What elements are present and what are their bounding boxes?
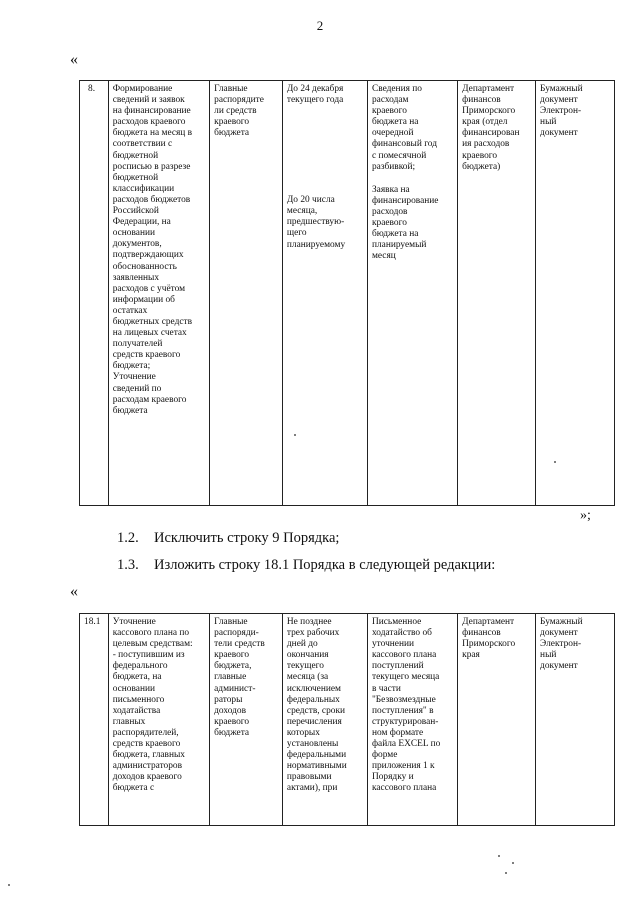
- cell-text-line: сведений по: [112, 383, 162, 394]
- cell-text-line: Электрон-: [540, 106, 582, 117]
- cell-text-line: края: [462, 650, 480, 661]
- cell-text-line: основании: [112, 683, 155, 694]
- cell-text-line: Электрон-: [540, 639, 582, 650]
- cell-row-number: [80, 614, 109, 826]
- cell-text-line: форме: [371, 750, 398, 761]
- cell-text-line: письменного: [112, 694, 165, 705]
- cell-text-line: главных: [112, 716, 146, 727]
- cell-text-line: главные: [214, 672, 247, 683]
- cell-text-line: трех рабочих: [286, 628, 340, 639]
- cell-text-line: исключением: [286, 683, 341, 694]
- cell-text-line: Бумажный: [540, 617, 583, 627]
- cell-text-line: планируемому: [286, 239, 346, 250]
- cell-participants: [210, 614, 283, 826]
- cell-text-line: бюджета на месяц в: [112, 128, 193, 139]
- scan-speck: [294, 434, 296, 436]
- cell-text-line: Главные: [214, 617, 248, 627]
- cell-text-line: федерального: [112, 661, 168, 672]
- cell-text-line: бюджета: [214, 128, 250, 139]
- cell-text-line: Сведения по: [371, 84, 422, 94]
- cell-text-line: краевого: [371, 218, 407, 229]
- item-number: 1.2.: [117, 530, 139, 546]
- cell-text-line: ном формате: [371, 727, 424, 738]
- cell-text-line: Департамент: [462, 84, 515, 94]
- cell-text-line: бюджета, главных: [112, 750, 185, 761]
- cell-text-line: Главные: [214, 84, 248, 94]
- list-item: [117, 530, 339, 547]
- cell-text-line: документ: [540, 128, 578, 139]
- cell-description: [108, 81, 209, 506]
- cell-text-line: дней до: [286, 639, 318, 650]
- cell-deadline: [282, 81, 367, 506]
- amendment-table-row-8: [79, 80, 615, 506]
- cell-text-line: в части: [371, 683, 401, 694]
- cell-text-line: документов,: [112, 239, 162, 250]
- cell-text-line: планируемый: [371, 240, 427, 251]
- opening-quote: «: [70, 583, 78, 600]
- cell-text-line: целевым средствам:: [112, 639, 193, 650]
- cell-text-line: Бумажный: [540, 84, 583, 94]
- cell-text-line: которых: [286, 727, 320, 738]
- cell-text-line: краевого: [462, 150, 498, 161]
- cell-text-line: ный: [540, 650, 557, 661]
- list-item: [117, 557, 495, 574]
- cell-text-line: До 20 числа: [286, 195, 335, 206]
- cell-text-line: установлены: [286, 739, 339, 750]
- cell-text-line: Федерации, на: [112, 217, 171, 228]
- cell-format: [536, 81, 615, 506]
- cell-text-line: ный: [540, 117, 557, 128]
- cell-text-line: доходов краевого: [112, 772, 182, 783]
- cell-text-line: расходам краевого: [112, 394, 187, 405]
- cell-text-line: средств краевого: [112, 350, 181, 361]
- cell-text-line: сведений и заявок: [112, 95, 185, 106]
- cell-text-line: Уточнение: [112, 617, 156, 627]
- cell-row-number: [80, 81, 109, 506]
- item-number: 1.3.: [117, 557, 139, 573]
- cell-text-line: месяца,: [286, 206, 318, 217]
- cell-text-line: финансирование: [371, 195, 439, 206]
- cell-text-line: актами), при: [286, 783, 338, 794]
- cell-text-line: бюджета, на: [112, 672, 162, 683]
- cell-deadline: [282, 614, 367, 826]
- scan-speck: [512, 862, 514, 864]
- cell-text-line: финансирован: [462, 128, 520, 139]
- cell-text-line: Письменное: [371, 617, 422, 627]
- cell-text-line: структурирован-: [371, 716, 439, 727]
- cell-recipient: [458, 81, 536, 506]
- cell-text-line: доходов: [214, 705, 246, 716]
- item-text: Изложить строку 18.1 Порядка в следующей редакции:: [154, 557, 496, 573]
- cell-text-line: файла EXCEL по: [371, 739, 441, 750]
- cell-text-line: ия расходов: [462, 139, 510, 150]
- cell-text-line: текущего: [286, 661, 324, 672]
- cell-text-line: распоряди-: [214, 628, 259, 639]
- cell-text-line: До 24 декабря: [286, 84, 344, 94]
- cell-text-line: админист-: [214, 683, 256, 694]
- cell-text-line: Приморского: [462, 106, 516, 117]
- table-row: [80, 614, 615, 826]
- cell-text-line: остатках: [112, 305, 148, 316]
- cell-text-line: щего: [286, 228, 307, 239]
- cell-text-line: на финансирование: [112, 106, 191, 117]
- cell-text-line: расходов с учётом: [112, 283, 186, 294]
- cell-text-line: получателей: [112, 339, 163, 350]
- table-row: [80, 81, 615, 506]
- cell-text-line: финансов: [462, 628, 501, 639]
- opening-quote: «: [70, 51, 78, 68]
- cell-text-line: краевого: [214, 650, 250, 661]
- cell-text-line: бюджетных средств: [112, 316, 193, 327]
- cell-text-line: ходатайства: [112, 705, 161, 716]
- cell-text-line: поступления" в: [371, 705, 434, 716]
- cell-text-line: - поступившим из: [112, 650, 185, 661]
- cell-text-line: расходов бюджетов: [112, 194, 191, 205]
- cell-text-line: краевого: [214, 117, 250, 128]
- cell-text-line: расходов: [371, 206, 408, 217]
- cell-text-line: обоснованность: [112, 261, 177, 272]
- cell-text-line: очередной: [371, 128, 414, 139]
- cell-text-line: соответствии с: [112, 139, 173, 150]
- cell-text-line: документ: [540, 661, 578, 672]
- cell-text-line: классификации: [112, 183, 175, 194]
- cell-document: [367, 614, 457, 826]
- cell-text-line: федеральных: [286, 694, 340, 705]
- cell-text-line: документ: [540, 628, 578, 639]
- cell-text-line: администраторов: [112, 761, 183, 772]
- cell-text-line: бюджетной: [112, 150, 159, 161]
- cell-recipient: [458, 614, 536, 826]
- cell-text-line: окончания: [286, 650, 329, 661]
- closing-quote: »;: [580, 508, 591, 523]
- cell-text-line: месяца (за: [286, 672, 329, 683]
- cell-text-line: кассового плана по: [112, 628, 190, 639]
- cell-text-line: текущего года: [286, 95, 344, 106]
- cell-text-line: 18.1: [84, 617, 101, 627]
- cell-text-line: раторы: [214, 694, 243, 705]
- cell-text-line: поступлений: [371, 661, 424, 672]
- cell-text-line: федеральными: [286, 750, 347, 761]
- cell-text-line: "Безвозмездные: [371, 694, 436, 705]
- scan-speck: [498, 855, 500, 857]
- cell-text-line: распорядителей,: [112, 727, 179, 738]
- cell-text-line: бюджета: [112, 405, 148, 416]
- cell-text-line: бюджета,: [214, 661, 252, 672]
- scan-speck: [8, 884, 10, 886]
- cell-text-line: подтверждающих: [112, 250, 184, 261]
- cell-text-line: месяц: [371, 251, 396, 262]
- cell-text-line: расходам: [371, 95, 409, 106]
- cell-text-line: Не позднее: [286, 617, 332, 627]
- cell-description: [108, 614, 209, 826]
- cell-text-line: текущего месяца: [371, 672, 440, 683]
- cell-text-line: кассового плана: [371, 650, 437, 661]
- cell-text-line: ходатайство об: [371, 628, 432, 639]
- cell-text-line: бюджета;: [112, 361, 151, 372]
- cell-text-line: бюджета с: [112, 783, 155, 794]
- scan-speck: [505, 872, 507, 874]
- cell-text-line: заявленных: [112, 272, 160, 283]
- cell-text-line: кассового плана: [371, 783, 437, 794]
- cell-text-line: перечисления: [286, 716, 342, 727]
- cell-text-line: Заявка на: [371, 184, 410, 195]
- cell-format: [536, 614, 615, 826]
- cell-text-line: на лицевых счетах: [112, 328, 187, 339]
- item-text: Исключить строку 9 Порядка;: [154, 530, 340, 546]
- cell-text-line: бюджета на: [371, 229, 419, 240]
- cell-text-line: основании: [112, 228, 155, 239]
- scan-speck: [554, 461, 556, 463]
- cell-text-line: края (отдел: [462, 117, 508, 128]
- cell-text-line: уточнении: [371, 639, 415, 650]
- cell-text-line: Формирование: [112, 84, 173, 94]
- cell-text-line: бюджета на: [371, 117, 419, 128]
- cell-text-line: Приморского: [462, 639, 516, 650]
- cell-document: [367, 81, 457, 506]
- cell-text-line: Уточнение: [112, 372, 156, 383]
- cell-text-line: расходов краевого: [112, 117, 186, 128]
- cell-text-line: 8.: [88, 84, 96, 94]
- cell-text-line: бюджета): [462, 161, 501, 172]
- cell-text-line: приложения 1 к: [371, 761, 435, 772]
- cell-text-line: средств, сроки: [286, 705, 346, 716]
- cell-text-line: средств краевого: [112, 739, 181, 750]
- cell-text-line: предшествую-: [286, 217, 345, 228]
- cell-text-line: Российской: [112, 206, 159, 217]
- cell-text-line: распорядите: [214, 95, 264, 106]
- cell-text-line: нормативными: [286, 761, 347, 772]
- amendment-table-row-18-1: [79, 613, 615, 826]
- cell-text-line: бюджетной: [112, 172, 159, 183]
- cell-text-line: финансовый год: [371, 139, 437, 150]
- page-number: 2: [316, 18, 324, 33]
- cell-text-line: с помесячной: [371, 150, 427, 161]
- cell-text-line: тели средств: [214, 639, 265, 650]
- cell-text-line: росписью в разрезе: [112, 161, 191, 172]
- cell-text-line: информации об: [112, 294, 175, 305]
- cell-text-line: краевого: [371, 106, 407, 117]
- cell-text-line: бюджета: [214, 727, 250, 738]
- cell-text-line: финансов: [462, 95, 501, 106]
- cell-text-line: Порядку и: [371, 772, 414, 783]
- cell-text-line: краевого: [214, 716, 250, 727]
- cell-text-line: документ: [540, 95, 578, 106]
- cell-text-line: ли средств: [214, 106, 257, 117]
- cell-text-line: разбивкой;: [371, 161, 416, 172]
- cell-text-line: правовыми: [286, 772, 332, 783]
- cell-participants: [210, 81, 283, 506]
- cell-text-line: Департамент: [462, 617, 515, 627]
